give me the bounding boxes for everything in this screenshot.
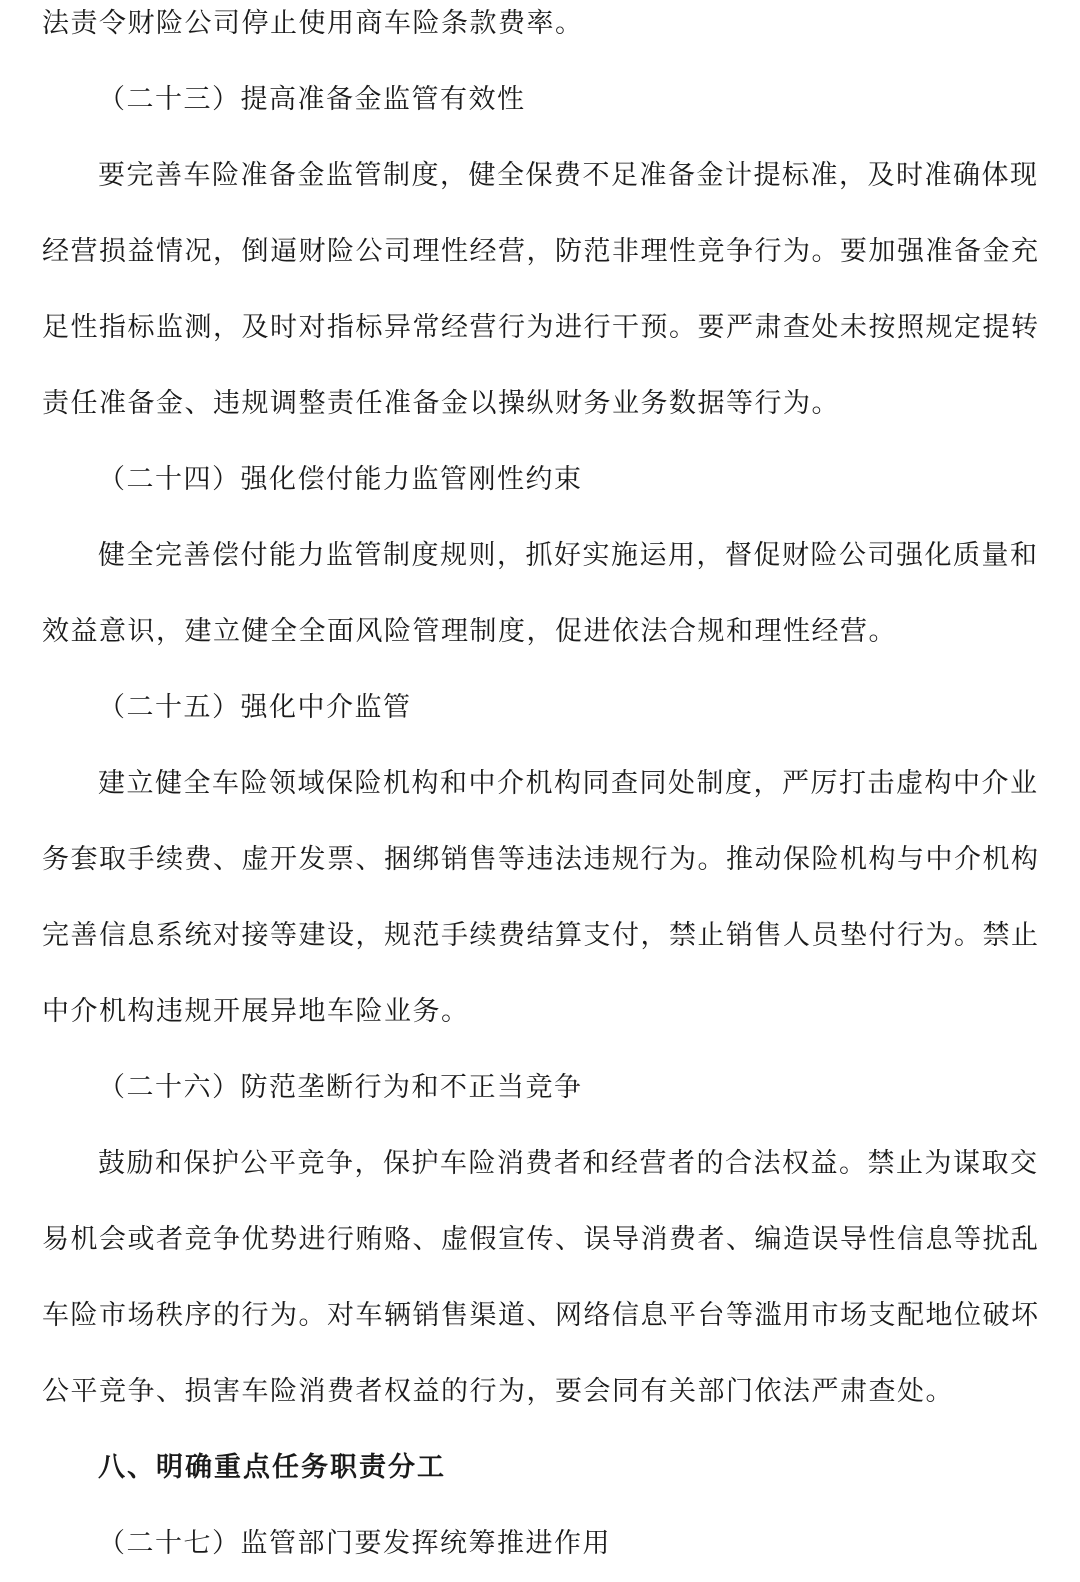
paragraph-line: 鼓励和保护公平竞争，保护车险消费者和经营者的合法权益。禁止为谋取交 [98, 1148, 1039, 1179]
paragraph-line: 车险市场秩序的行为。对车辆销售渠道、网络信息平台等滥用市场支配地位破坏 [42, 1300, 1040, 1331]
paragraph-line: 法责令财险公司停止使用商车险条款费率。 [42, 8, 584, 39]
paragraph-line: 责任准备金、违规调整责任准备金以操纵财务业务数据等行为。 [42, 388, 840, 419]
paragraph-line: 建立健全车险领域保险机构和中介机构同查同处制度，严厉打击虚构中介业 [98, 768, 1039, 799]
subheading-25: （二十五）强化中介监管 [98, 692, 412, 723]
paragraph-line: 完善信息系统对接等建设，规范手续费结算支付，禁止销售人员垫付行为。禁止 [42, 920, 1040, 951]
paragraph-line: 要完善车险准备金监管制度，健全保费不足准备金计提标准，及时准确体现 [98, 160, 1039, 191]
subheading-23: （二十三）提高准备金监管有效性 [98, 84, 526, 115]
subheading-26: （二十六）防范垄断行为和不正当竞争 [98, 1072, 583, 1103]
paragraph-line: 健全完善偿付能力监管制度规则，抓好实施运用，督促财险公司强化质量和 [98, 540, 1039, 571]
section-heading-8: 八、明确重点任务职责分工 [98, 1452, 446, 1483]
subheading-24: （二十四）强化偿付能力监管刚性约束 [98, 464, 583, 495]
subheading-27: （二十七）监管部门要发挥统筹推进作用 [98, 1528, 611, 1559]
paragraph-line: 务套取手续费、虚开发票、捆绑销售等违法违规行为。推动保险机构与中介机构 [42, 844, 1040, 875]
paragraph-line: 易机会或者竞争优势进行贿赂、虚假宣传、误导消费者、编造误导性信息等扰乱 [42, 1224, 1040, 1255]
paragraph-line: 公平竞争、损害车险消费者权益的行为，要会同有关部门依法严肃查处。 [42, 1376, 954, 1407]
paragraph-line: 中介机构违规开展异地车险业务。 [42, 996, 470, 1027]
paragraph-line: 效益意识，建立健全全面风险管理制度，促进依法合规和理性经营。 [42, 616, 897, 647]
paragraph-line: 足性指标监测，及时对指标异常经营行为进行干预。要严肃查处未按照规定提转 [42, 312, 1040, 343]
paragraph-line: 经营损益情况，倒逼财险公司理性经营，防范非理性竞争行为。要加强准备金充 [42, 236, 1040, 267]
